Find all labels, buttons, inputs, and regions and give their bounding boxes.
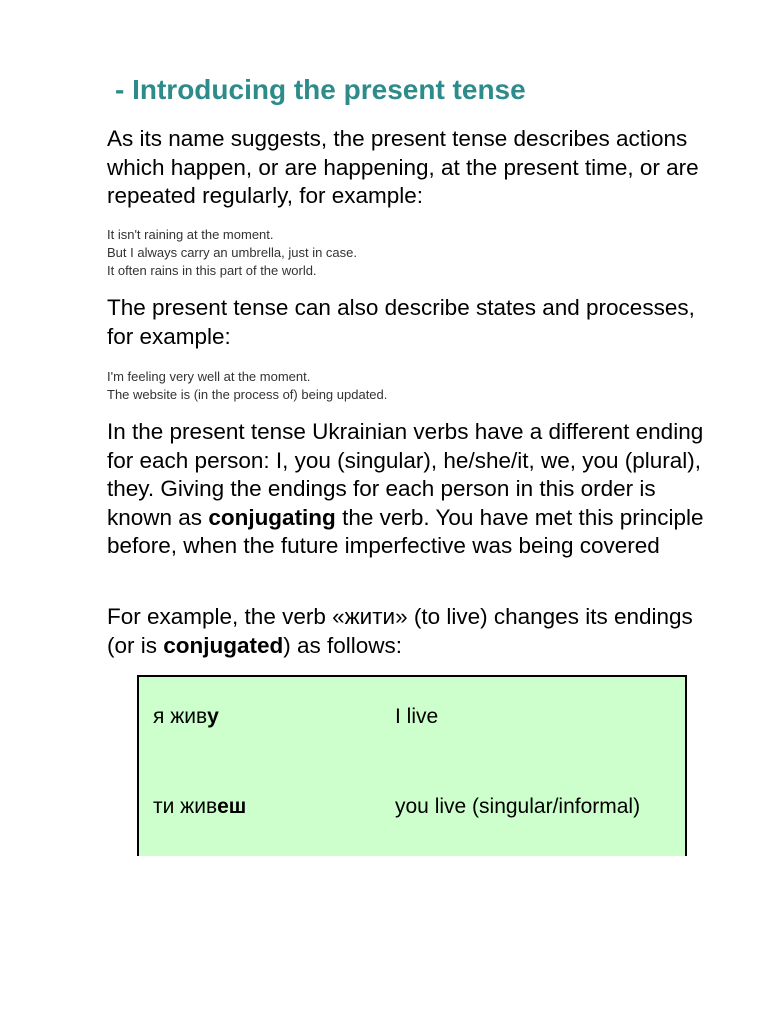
example-text-before: For example, the verb «жити» (to live) changes its endings (or is	[107, 604, 693, 658]
state-examples	[107, 368, 387, 404]
english-translation: I live	[395, 705, 439, 728]
example-line: But I always carry an umbrella, just in case.	[107, 245, 357, 260]
ukrainian-form	[153, 705, 219, 729]
states-paragraph: The present tense can also describe states and processes, for example:	[107, 295, 695, 349]
example-line: The website is (in the process of) being updated.	[107, 387, 388, 402]
conjugation-table	[137, 675, 687, 856]
example-text-after: ) as follows:	[283, 632, 403, 658]
action-examples	[107, 226, 357, 280]
intro-paragraph: As its name suggests, the present tense describes actions which happen, or are happening, at the present time, or are repeated regularly, for example:	[107, 126, 699, 208]
verb-stem: я жив	[153, 705, 208, 728]
conjugation-paragraph	[107, 418, 712, 561]
example-paragraph	[107, 603, 707, 660]
conjugation-text-after: the verb. You have met this principle before, when the future imperfective was being covered	[107, 504, 704, 558]
ukrainian-form	[153, 795, 246, 819]
conjugation-text-before: In the present tense Ukrainian verbs have a different ending for each person: I, you (singular), he/she/it, we, you (plural), they. Giving the endings for each person in this order is known as	[107, 419, 704, 530]
conjugated-term: conjugated	[163, 632, 284, 658]
verb-ending: еш	[217, 795, 247, 818]
example-line: It isn't raining at the moment.	[107, 227, 274, 242]
section-heading: - Introducing the present tense	[115, 74, 526, 105]
verb-stem: ти жив	[153, 795, 218, 818]
conjugating-term: conjugating	[208, 504, 336, 530]
english-translation: you live (singular/informal)	[395, 795, 641, 818]
example-line: I'm feeling very well at the moment.	[107, 369, 311, 384]
verb-ending: у	[207, 705, 219, 728]
example-line: It often rains in this part of the world.	[107, 263, 317, 278]
